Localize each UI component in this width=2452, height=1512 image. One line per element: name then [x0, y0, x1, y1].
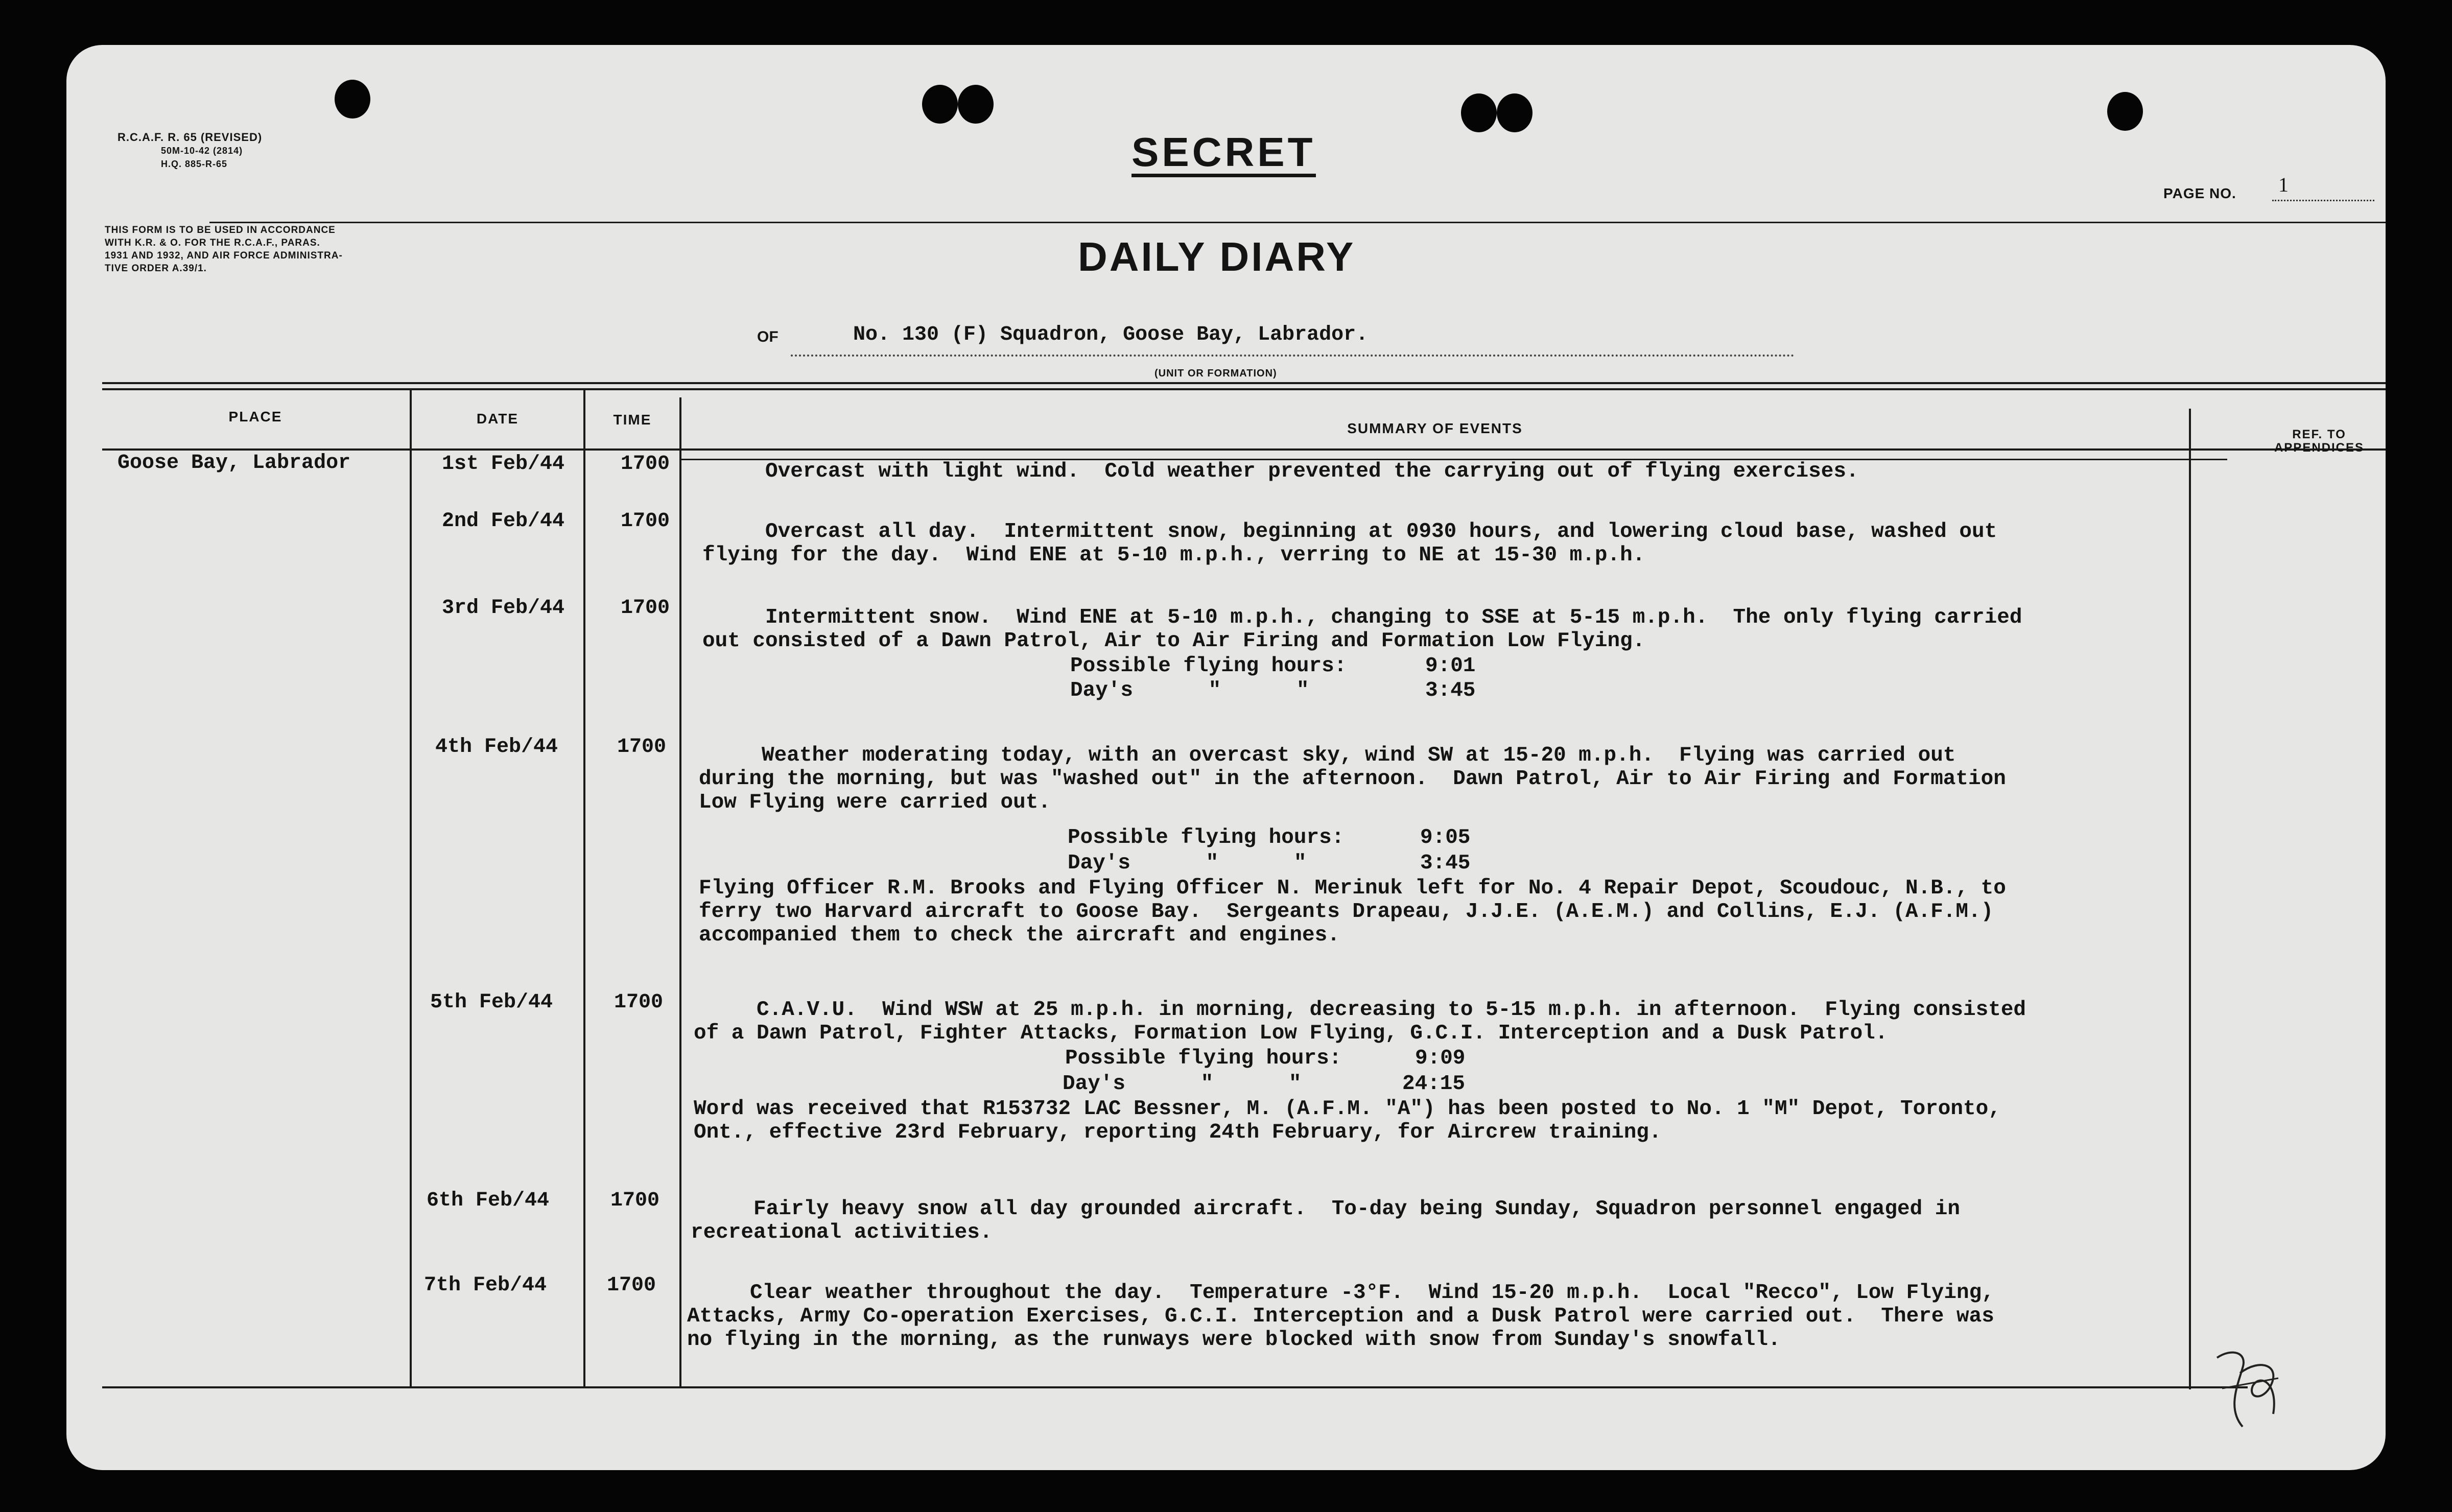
entry-summary: Fairly heavy snow all day grounded aircraft. To-day being Sunday, Squadron personnel engaged in recreational activities.	[691, 1197, 1961, 1244]
entry-note: Flying Officer R.M. Brooks and Flying Officer N. Merinuk left for No. 4 Repair Depot, Scoudouc, N.B., to ferry two Harvard aircraft to Goose Bay. Sergeants Drapeau, J.J.E. (A.E.M.) and Collins, E.J. (A.F.M.) accompanied them to check the aircraft and engines.	[699, 877, 2006, 947]
classification-stamp: SECRET	[1131, 131, 1316, 177]
form-instructions	[105, 224, 343, 275]
page-title: DAILY DIARY	[1078, 234, 1356, 279]
form-code-line: 50M-10-42 (2814)	[161, 146, 243, 156]
punch-hole	[1461, 93, 1497, 132]
days-hours-label: Day's " "	[1070, 679, 1309, 702]
table-top-rule	[102, 382, 2386, 384]
entry-summary: Overcast with light wind. Cold weather prevented the carrying out of flying exercises.	[702, 460, 1859, 483]
date-cell: 3rd Feb/44	[442, 597, 565, 620]
column-header-rule	[102, 448, 2386, 451]
column-header-time: TIME	[613, 412, 652, 428]
punch-hole	[1497, 93, 1532, 132]
form-code-line: R.C.A.F. R. 65 (REVISED)	[117, 131, 263, 144]
time-cell: 1700	[621, 597, 670, 620]
header-rule	[209, 222, 2386, 223]
possible-hours-label: Possible flying hours:	[1068, 826, 1345, 849]
table-bottom-rule	[102, 1386, 2248, 1388]
instruction-line: TIVE ORDER A.39/1.	[105, 263, 207, 274]
column-divider	[410, 388, 412, 1387]
column-header-date: DATE	[476, 411, 519, 427]
unit-caption: (UNIT OR FORMATION)	[1154, 368, 1277, 379]
column-header-ref-line: REF. TO	[2292, 428, 2346, 441]
possible-hours-value: 9:05	[1420, 826, 1471, 849]
punch-hole	[958, 85, 994, 124]
form-code-line: H.Q. 885-R-65	[161, 159, 228, 169]
entry-note: Word was received that R153732 LAC Bessner, M. (A.F.M. "A") has been posted to No. 1 "M" Depot, Toronto, Ont., effective 23rd February, reporting 24th February, for Aircrew training.	[694, 1097, 2001, 1144]
possible-hours-value: 9:01	[1425, 654, 1476, 678]
column-header-ref-line: APPENDICES	[2274, 441, 2365, 455]
unit-underline	[791, 355, 1795, 357]
of-label: OF	[757, 328, 779, 345]
days-hours-label: Day's " "	[1068, 852, 1307, 875]
diary-card	[66, 45, 2386, 1470]
page-label: PAGE NO.	[2163, 185, 2236, 201]
column-header-ref	[2191, 428, 2386, 455]
date-cell: 6th Feb/44	[427, 1189, 550, 1212]
possible-hours-label: Possible flying hours:	[1065, 1047, 1342, 1070]
time-cell: 1700	[614, 991, 664, 1014]
possible-hours-label: Possible flying hours:	[1070, 654, 1347, 678]
punch-hole	[335, 80, 370, 119]
time-cell: 1700	[617, 736, 667, 759]
place-cell: Goose Bay, Labrador	[117, 452, 351, 475]
page-number-underline	[2272, 200, 2374, 201]
days-hours-value: 3:45	[1425, 679, 1476, 702]
entry-summary: Overcast all day. Intermittent snow, beginning at 0930 hours, and lowering cloud base, washed out flying for the day. Wind ENE at 5-10 m.p.h., verring to NE at 15-30 m.p.h.	[702, 520, 1997, 567]
column-divider	[2189, 409, 2191, 1389]
instruction-line: WITH K.R. & O. FOR THE R.C.A.F., PARAS.	[105, 238, 320, 248]
entry-summary: C.A.V.U. Wind WSW at 25 m.p.h. in morning, decreasing to 5-15 m.p.h. in afternoon. Flying consisted of a Dawn Patrol, Fighter Attacks, Formation Low Flying, G.C.I. Interception and a Dusk Patrol.	[694, 998, 2026, 1045]
days-hours-value: 3:45	[1420, 852, 1471, 875]
entry-summary: Weather moderating today, with an overcast sky, wind SW at 15-20 m.p.h. Flying was carried out during the morning, but was "washed out" in the afternoon. Dawn Patrol, Air to Air Firing and Formation Low Flying were carried out.	[699, 744, 2006, 814]
instruction-line: THIS FORM IS TO BE USED IN ACCORDANCE	[105, 225, 336, 235]
punch-hole	[922, 85, 958, 124]
table-top-rule	[102, 388, 2386, 390]
handwritten-initials	[2212, 1337, 2289, 1434]
time-cell: 1700	[621, 510, 670, 533]
column-divider	[679, 397, 681, 1388]
column-divider	[583, 388, 585, 1387]
days-hours-label: Day's " "	[1063, 1072, 1302, 1096]
punch-hole	[2107, 92, 2143, 131]
page-number: 1	[2278, 173, 2289, 196]
form-code	[117, 131, 262, 171]
time-cell: 1700	[607, 1274, 656, 1297]
unit-value: No. 130 (F) Squadron, Goose Bay, Labrador.	[853, 323, 1369, 346]
time-cell: 1700	[621, 453, 670, 476]
entry-summary: Clear weather throughout the day. Temperature -3°F. Wind 15-20 m.p.h. Local "Recco", Low Flying, Attacks, Army Co-operation Exercises, G.C.I. Interception and a Dusk Patrol were carried out. There was no flying in the morning, as the runways were blocked with snow from Sunday's snowfall.	[687, 1281, 1994, 1352]
date-cell: 4th Feb/44	[435, 736, 558, 759]
possible-hours-value: 9:09	[1415, 1047, 1466, 1070]
entry-summary: Intermittent snow. Wind ENE at 5-10 m.p.h., changing to SSE at 5-15 m.p.h. The only flying carried out consisted of a Dawn Patrol, Air to Air Firing and Formation Low Flying.	[702, 606, 2022, 653]
column-header-summary: SUMMARY OF EVENTS	[1347, 420, 1523, 436]
date-cell: 5th Feb/44	[430, 991, 553, 1014]
time-cell: 1700	[610, 1189, 660, 1212]
date-cell: 7th Feb/44	[424, 1274, 547, 1297]
date-cell: 1st Feb/44	[442, 453, 565, 476]
column-header-place: PLACE	[228, 409, 282, 424]
date-cell: 2nd Feb/44	[442, 510, 565, 533]
days-hours-value: 24:15	[1402, 1072, 1466, 1096]
instruction-line: 1931 AND 1932, AND AIR FORCE ADMINISTRA-	[105, 250, 343, 261]
